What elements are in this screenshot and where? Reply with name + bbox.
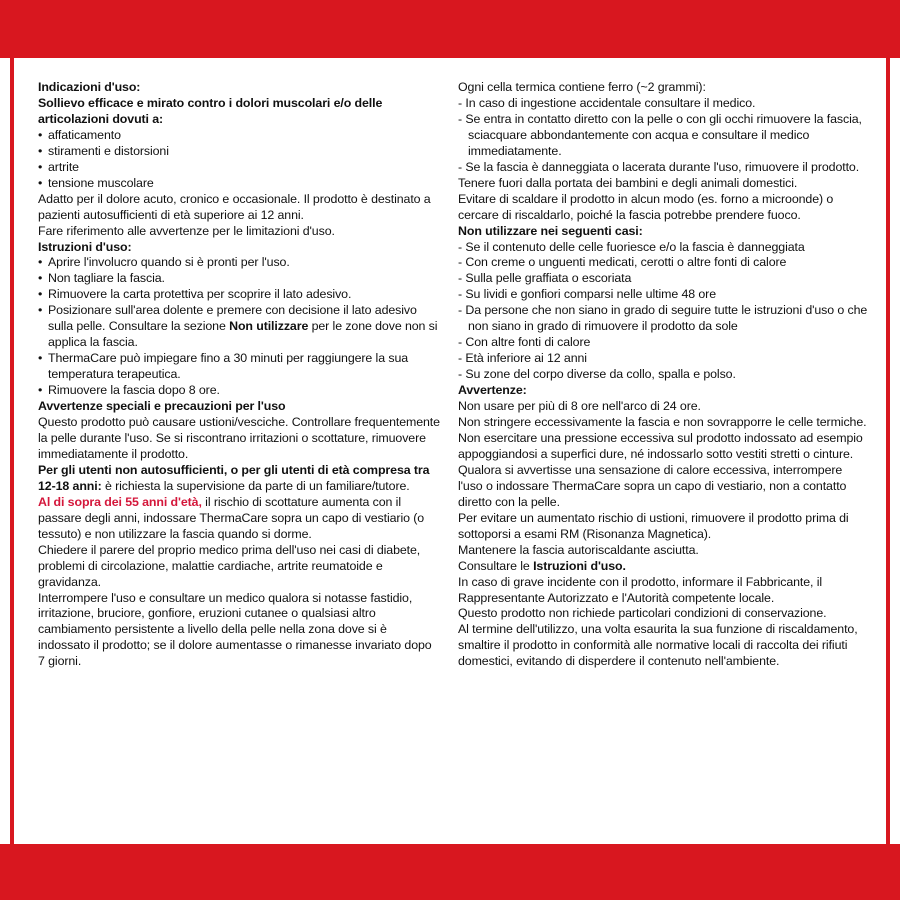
indicazioni-title: Indicazioni d'uso: <box>38 80 141 94</box>
non-utilizzare-item: - Su zone del corpo diverse da collo, spalla e polso. <box>458 367 736 382</box>
ferro-item: - Se entra in contatto diretto con la pelle o con gli occhi rimuovere la fascia, sciacquare abbondantemente con acqua e consultare il medico immediatamente. <box>458 111 862 158</box>
eta-paragraph <box>38 495 440 543</box>
istr4-text: Posizionare sull'area dolente e premere con decisione il lato adesivo sulla pelle. Consultare la sezione <box>48 303 417 334</box>
utenti-paragraph <box>38 463 440 495</box>
istruzioni-list <box>38 255 440 399</box>
conservazione-text: Questo prodotto non richiede particolari condizioni di conservazione. <box>458 606 827 621</box>
utenti-text: è richiesta la supervisione da parte di un familiare/tutore. <box>101 478 410 493</box>
avvertenze-line: Non esercitare una pressione eccessiva sul prodotto indossato ad esempio appoggiandosi a superfici dure, né indossarlo sotto vestiti stretti o cinture. <box>458 430 863 461</box>
avvertenze-line: Non stringere eccessivamente la fascia e non sovrapporre le celle termiche. <box>458 415 867 430</box>
istruzioni-item: • Rimuovere la carta protettiva per scoprire il lato adesivo. <box>38 287 440 303</box>
istr4-tail: per le zone dove non si applica la fascia. <box>48 319 438 350</box>
non-utilizzare-item: - Con altre fonti di calore <box>458 335 591 350</box>
avvertenze-title: Avvertenze: <box>458 383 527 398</box>
non-utilizzare-ref: Non utilizzare <box>229 319 309 334</box>
parere-text: Chiedere il parere del proprio medico prima dell'uso nei casi di diabete, problemi di circolazione, malattie cardiache, artrite reumatoide e gravidanza. <box>38 542 421 589</box>
avvertenze-line: Qualora si avvertisse una sensazione di calore eccessiva, interrompere l'uso o indossare ThermaCare sopra un capo di vestiario, non a contatto diretto con la pelle. <box>458 462 847 509</box>
istruzioni-item: • Non tagliare la fascia. <box>38 271 440 287</box>
non-utilizzare-item: - Da persone che non siano in grado di seguire tutte le istruzioni d'uso o che non siano in grado di rimuovere il prodotto da sole <box>458 303 868 334</box>
avvertenze-speciali-title: Avvertenze speciali e precauzioni per l'uso <box>38 399 286 414</box>
cause-item: • artrite <box>38 160 440 176</box>
incidente-text: In caso di grave incidente con il prodotto, informare il Fabbricante, il Rappresentante Autorizzato e l'Autorità competente locale. <box>458 574 823 605</box>
istruzioni-item <box>38 303 440 351</box>
top-red-band <box>0 0 900 58</box>
istruzioni-item: • Rimuovere la fascia dopo 8 ore. <box>38 383 440 399</box>
avvertenze-line: Per evitare un aumentato rischio di ustioni, rimuovere il prodotto prima di sottoporsi a esami RM (Risonanza Magnetica). <box>458 510 849 541</box>
left-column <box>38 80 440 670</box>
avvertenze-line: Mantenere la fascia autoriscaldante asciutta. <box>458 542 699 557</box>
non-utilizzare-title: Non utilizzare nei seguenti casi: <box>458 223 643 238</box>
cause-item: • affaticamento <box>38 128 440 144</box>
utenti-bold: Per gli utenti non autosufficienti, o per gli utenti di età compresa tra 12-18 anni: <box>38 462 430 493</box>
leaflet-panel <box>10 58 890 844</box>
istruzioni-title: Istruzioni d'uso: <box>38 239 132 254</box>
ferro-text: Ogni cella termica contiene ferro (~2 grammi): <box>458 80 706 94</box>
evitare-text: Evitare di scaldare il prodotto in alcun modo (es. forno a microonde) o cercare di riscaldarlo, poiché la fascia potrebbe prendere fuoco. <box>458 191 834 222</box>
non-utilizzare-item: - Se il contenuto delle celle fuoriesce e/o la fascia è danneggiata <box>458 239 805 254</box>
istruzioni-item: • Aprire l'involucro quando si è pronti per l'uso. <box>38 255 440 271</box>
istruzioni-item: • ThermaCare può impiegare fino a 30 minuti per raggiungere la sua temperatura terapeutica. <box>38 351 440 383</box>
ferro-list <box>458 96 868 176</box>
adatto-text: Adatto per il dolore acuto, cronico e occasionale. Il prodotto è destinato a pazienti autosufficienti di età superiore ai 12 anni. <box>38 191 431 222</box>
indicazioni-subtitle: Sollievo efficace e mirato contro i dolori muscolari e/o delle articolazioni dovuti a: <box>38 95 383 126</box>
non-utilizzare-list <box>458 240 868 384</box>
bottom-red-band <box>0 844 900 900</box>
non-utilizzare-item: - Età inferiore ai 12 anni <box>458 351 587 366</box>
avvertenze-speciali-text: Questo prodotto può causare ustioni/vesciche. Controllare frequentemente la pelle durante l'uso. Se si riscontrano irritazioni o scottature, rimuovere immediatamente il prodotto. <box>38 415 440 461</box>
cause-item: • stiramenti e distorsioni <box>38 144 440 160</box>
termine-text: Al termine dell'utilizzo, una volta esaurita la sua funzione di riscaldamento, smaltire il prodotto in conformità alle normative locali di raccolta dei rifiuti domestici, evitando di disperdere il contenuto nell'ambiente. <box>458 622 858 669</box>
right-column <box>458 80 868 670</box>
cause-item: • tensione muscolare <box>38 176 440 192</box>
eta-text: il rischio di scottature aumenta con il passare degli anni, indossare ThermaCare sopra un capo di vestiario (o tessuto) e non utilizzare la fascia quando si dorme. <box>38 494 425 541</box>
non-utilizzare-item: - Sulla pelle graffiata o escoriata <box>458 271 632 286</box>
ferro-item: - Se la fascia è danneggiata o lacerata durante l'uso, rimuovere il prodotto. <box>458 159 860 174</box>
ferro-item: - In caso di ingestione accidentale consultare il medico. <box>458 95 756 110</box>
fare-riferimento-text: Fare riferimento alle avvertenze per le limitazioni d'uso. <box>38 223 335 238</box>
istruzioni-ref: Istruzioni d'uso. <box>533 558 626 573</box>
non-utilizzare-item: - Su lividi e gonfiori comparsi nelle ultime 48 ore <box>458 287 716 302</box>
non-utilizzare-item: - Con creme o unguenti medicati, cerotti o altre fonti di calore <box>458 255 787 270</box>
avvertenze-line: Non usare per più di 8 ore nell'arco di 24 ore. <box>458 399 701 414</box>
interrompere-text: Interrompere l'uso e consultare un medico qualora si notasse fastidio, irritazione, bruciore, gonfiore, eruzioni cutanee o qualsiasi altro cambiamento persistente a livello della pelle nella zona dove si è indossato il prodotto; se il dolore aumentasse o rimanesse invariato dopo 7 giorni. <box>38 590 432 669</box>
eta-highlight: Al di sopra dei 55 anni d'età, <box>38 494 202 509</box>
causes-list <box>38 128 440 192</box>
tenere-text: Tenere fuori dalla portata dei bambini e degli animali domestici. <box>458 175 798 190</box>
consultare-text: Consultare le <box>458 558 534 573</box>
consultare-paragraph <box>458 559 868 575</box>
